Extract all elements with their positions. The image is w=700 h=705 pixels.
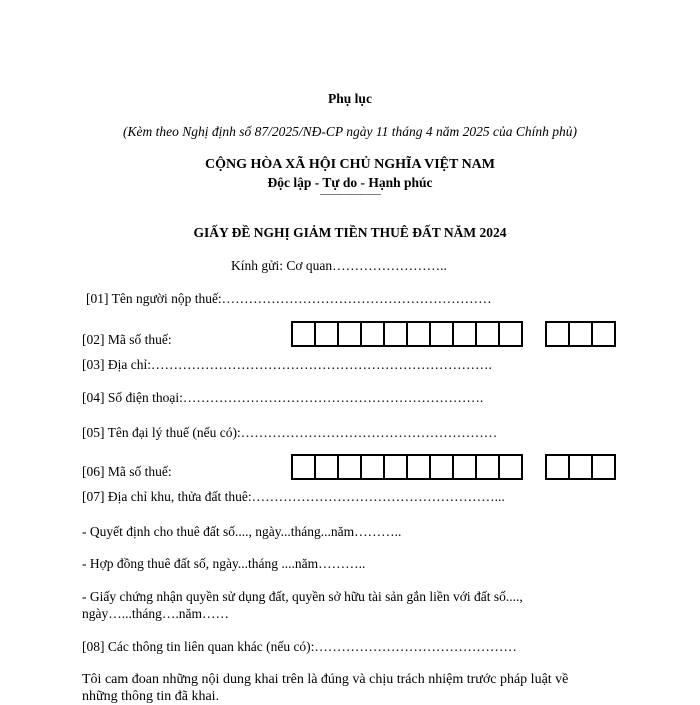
agent-tax-code-branch-box[interactable] xyxy=(545,454,568,480)
declaration-line2: những thông tin đã khai. xyxy=(82,689,220,704)
tax-code-digit-box[interactable] xyxy=(337,321,360,347)
land-lease-contract: - Hợp đồng thuê đất số, ngày...tháng ....năm……….. xyxy=(82,556,366,571)
tax-code-digit-box[interactable] xyxy=(291,321,314,347)
appendix-subtitle: (Kèm theo Nghị định số 87/2025/NĐ-CP ngày 11 tháng 4 năm 2025 của Chính phủ) xyxy=(123,124,577,139)
tax-code-digit-box[interactable] xyxy=(429,321,452,347)
agent-tax-code-digit-box[interactable] xyxy=(498,454,523,480)
recipient-line: Kính gửi: Cơ quan…………………….. xyxy=(231,258,447,273)
tax-code-boxes-main[interactable] xyxy=(291,321,523,347)
agent-tax-code-boxes-branch[interactable] xyxy=(545,454,616,480)
agent-tax-code-digit-box[interactable] xyxy=(383,454,406,480)
tax-code-digit-box[interactable] xyxy=(452,321,475,347)
field-05-tax-agent: [05] Tên đại lý thuế (nếu có):………………………………………………… xyxy=(82,425,498,440)
agent-tax-code-digit-box[interactable] xyxy=(475,454,498,480)
agent-tax-code-digit-box[interactable] xyxy=(291,454,314,480)
agent-tax-code-digit-box[interactable] xyxy=(337,454,360,480)
tax-code-boxes-branch[interactable] xyxy=(545,321,616,347)
field-07-land-address: [07] Địa chỉ khu, thửa đất thuê:………………………………………………... xyxy=(82,489,505,504)
agent-tax-code-digit-box[interactable] xyxy=(314,454,337,480)
tax-code-digit-box[interactable] xyxy=(406,321,429,347)
land-lease-decision: - Quyết định cho thuê đất số...., ngày...tháng...năm……….. xyxy=(82,524,402,539)
field-04-phone: [04] Số điện thoại:…………………………………………………………. xyxy=(82,390,484,405)
tax-code-digit-box[interactable] xyxy=(360,321,383,347)
appendix-title: Phụ lục xyxy=(328,91,372,106)
motto-underline: —————— xyxy=(320,188,380,200)
tax-code-digit-box[interactable] xyxy=(383,321,406,347)
agent-tax-code-digit-box[interactable] xyxy=(429,454,452,480)
agent-tax-code-branch-box[interactable] xyxy=(591,454,616,480)
field-03-address: [03] Địa chỉ:…………………………………………………………………. xyxy=(82,357,492,372)
national-motto: Độc lập - Tự do - Hạnh phúc xyxy=(267,175,433,190)
agent-tax-code-boxes-main[interactable] xyxy=(291,454,523,480)
tax-code-digit-box[interactable] xyxy=(314,321,337,347)
tax-code-branch-box[interactable] xyxy=(545,321,568,347)
agent-tax-code-digit-box[interactable] xyxy=(360,454,383,480)
field-01-taxpayer-name: [01] Tên người nộp thuế:…………………………………………………… xyxy=(86,291,492,306)
field-02-tax-code-label: [02] Mã số thuế: xyxy=(82,332,172,347)
tax-code-digit-box[interactable] xyxy=(498,321,523,347)
agent-tax-code-digit-box[interactable] xyxy=(406,454,429,480)
form-title: GIẤY ĐỀ NGHỊ GIẢM TIỀN THUÊ ĐẤT NĂM 2024 xyxy=(193,225,507,240)
land-use-certificate-line1: - Giấy chứng nhận quyền sử dụng đất, quyền sở hữu tài sản gắn liền với đất số...., xyxy=(82,589,523,604)
field-06-tax-code-label: [06] Mã số thuế: xyxy=(82,464,172,479)
tax-code-branch-box[interactable] xyxy=(591,321,616,347)
declaration-line1: Tôi cam đoan những nội dung khai trên là đúng và chịu trách nhiệm trước pháp luật về xyxy=(82,672,569,687)
agent-tax-code-digit-box[interactable] xyxy=(452,454,475,480)
agent-tax-code-branch-box[interactable] xyxy=(568,454,591,480)
land-use-certificate-line2: ngày…...tháng….năm…… xyxy=(82,606,229,621)
tax-code-digit-box[interactable] xyxy=(475,321,498,347)
tax-code-branch-box[interactable] xyxy=(568,321,591,347)
field-08-other-info: [08] Các thông tin liên quan khác (nếu có):……………………………………… xyxy=(82,639,517,654)
country-name: CỘNG HÒA XÃ HỘI CHỦ NGHĨA VIỆT NAM xyxy=(204,157,495,172)
